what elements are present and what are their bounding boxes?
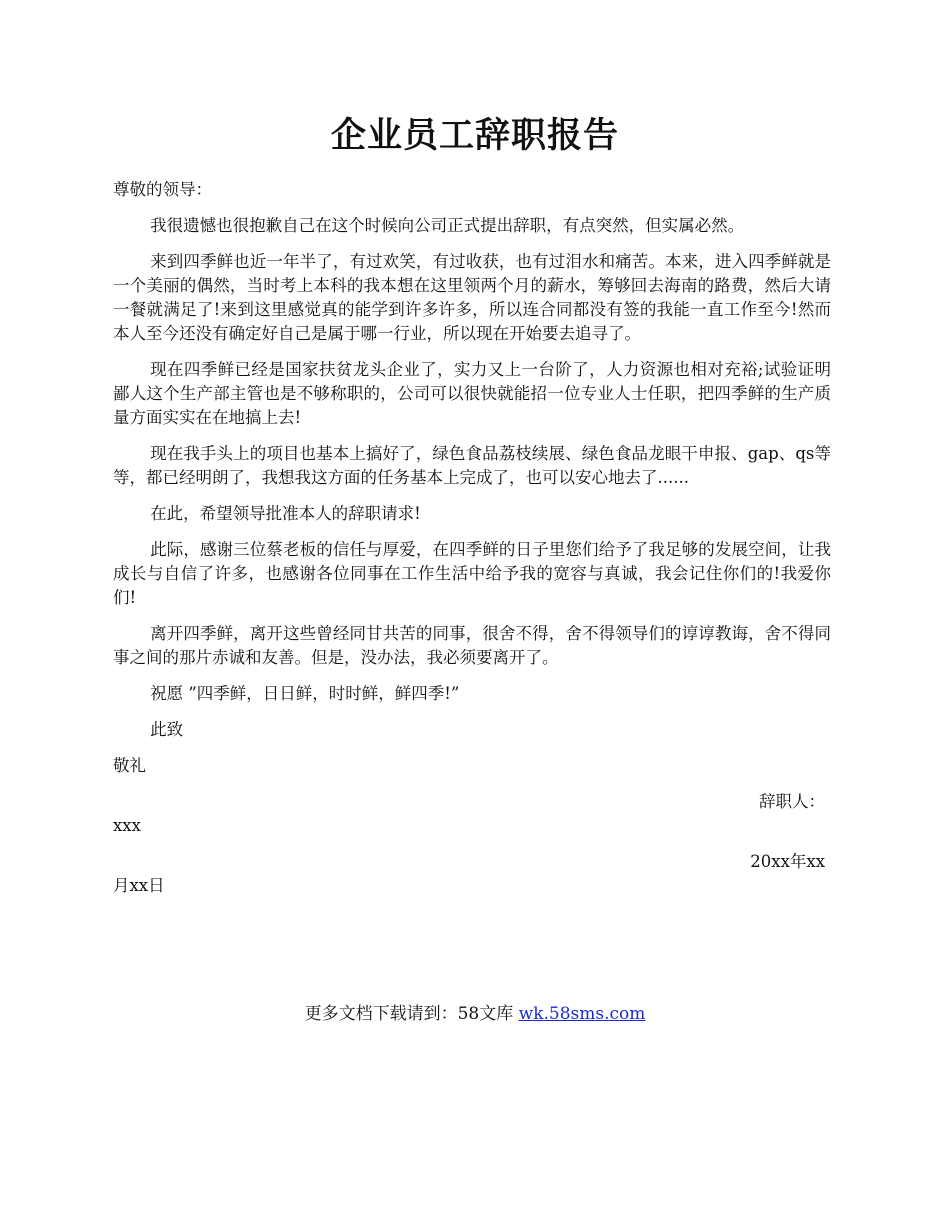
paragraph-8: 祝愿 ”四季鲜，日日鲜，时时鲜，鲜四季!” (150, 684, 460, 703)
paragraph-1: 我很遗憾也很抱歉自己在这个时候向公司正式提出辞职，有点突然，但实属必然。 (150, 216, 745, 235)
date-line-1: 20xx年xx (750, 852, 825, 871)
paragraph-6: 此际，感谢三位蔡老板的信任与厚爱，在四季鲜的日子里您们给予了我足够的发展空间，让我成长与自信了许多，也感谢各位同事在工作生活中给予我的宽容与真诚，我会记住你们的!我爱你们! (113, 540, 831, 607)
paragraph-4: 现在我手头上的项目也基本上搞好了，绿色食品荔枝续展、绿色食品龙眼干申报、gap、qs等等，都已经明朗了，我想我这方面的任务基本上完成了，也可以安心地去了...... (113, 444, 831, 487)
document-body (113, 178, 831, 910)
closing-ci-zhi: 此致 (150, 720, 184, 739)
signer-label: 辞职人： (759, 792, 825, 811)
paragraph-2: 来到四季鲜也近一年半了，有过欢笑，有过收获，也有过泪水和痛苦。本来，进入四季鲜就是一个美丽的偶然，当时考上本科的我本想在这里领两个月的薪水，筹够回去海南的路费，然后大请一餐就满足了!来到这里感觉真的能学到许多许多，所以连合同都没有签的我能一直工作至今!然而本人至今还没有确定好自己是属于哪一行业，所以现在开始要去追寻了。 (113, 252, 831, 343)
closing-jing-li: 敬礼 (113, 756, 146, 775)
date-line-2: 月xx日 (113, 876, 165, 895)
paragraph-3: 现在四季鲜已经是国家扶贫龙头企业了，实力又上一台阶了，人力资源也相对充裕;试验证明鄙人这个生产部主管也是不够称职的，公司可以很快就能招一位专业人士任职，把四季鲜的生产质量方面实实在在地搞上去! (113, 360, 831, 427)
footer-link[interactable]: wk.58sms.com (518, 1004, 646, 1024)
footer (0, 1001, 950, 1027)
salutation: 尊敬的领导： (113, 180, 212, 199)
paragraph-7: 离开四季鲜，离开这些曾经同甘共苦的同事，很舍不得，舍不得领导们的谆谆教诲，舍不得同事之间的那片赤诚和友善。但是，没办法，我必须要离开了。 (113, 624, 831, 667)
document-title: 企业员工辞职报告 (330, 115, 619, 156)
paragraph-5: 在此，希望领导批准本人的辞职请求! (150, 504, 421, 523)
footer-prefix: 更多文档下载请到：58文库 (304, 1004, 519, 1024)
signer-name: xxx (113, 816, 141, 835)
